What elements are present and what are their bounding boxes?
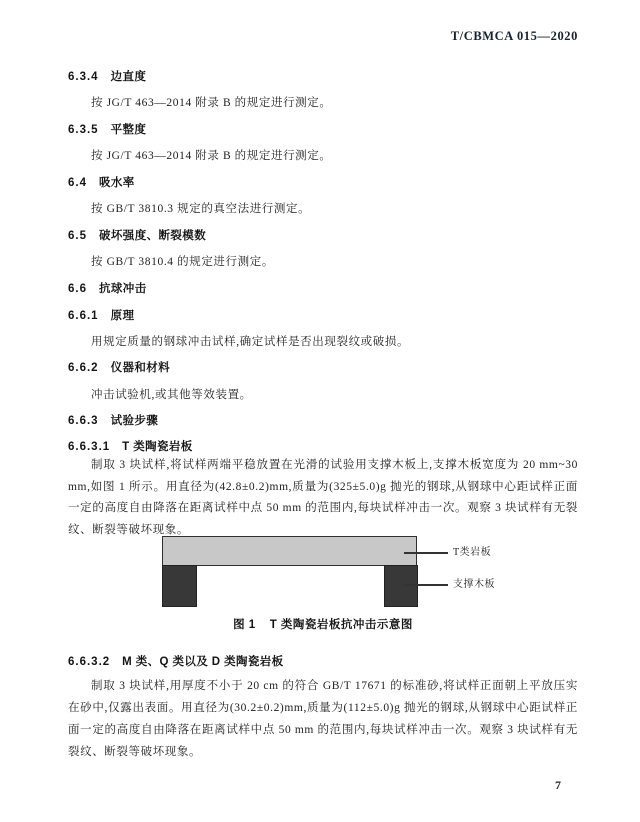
section-body-text: 按 GB/T 3810.4 的规定进行测定。	[91, 256, 274, 268]
figure-1-impact-diagram	[0, 536, 640, 606]
section-body-text: 按 JG/T 463—2014 附录 B 的规定进行测定。	[91, 150, 332, 162]
section-heading-6-5	[68, 229, 578, 243]
figure-caption-number: 图 1	[233, 619, 256, 631]
section-heading-6-4	[68, 176, 578, 190]
figure-plate-rect	[162, 536, 417, 566]
section-number: 6.6.3.1	[68, 441, 111, 453]
section-body-text: 冲击试验机,或其他等效装置。	[91, 389, 252, 401]
figure-caption-title: T 类陶瓷岩板抗冲击示意图	[269, 619, 413, 631]
section-title: 抗球冲击	[99, 283, 147, 295]
section-title: M 类、Q 类以及 D 类陶瓷岩板	[122, 656, 284, 668]
section-heading-6-6	[68, 282, 578, 296]
figure-support-right-rect	[384, 565, 418, 607]
section-body-text: 按 GB/T 3810.3 规定的真空法进行测定。	[91, 203, 311, 215]
section-heading-6-6-3-1	[68, 440, 578, 454]
section-number: 6.6.1	[68, 310, 99, 322]
figure-leader-line-support	[404, 584, 448, 586]
section-number: 6.6.3	[68, 415, 99, 427]
section-title: 试验步骤	[110, 415, 159, 427]
figure-label-plate: T类岩板	[453, 547, 492, 558]
procedure-paragraph-mqd-type: 制取 3 块试样,用厚度不小于 20 cm 的符合 GB/T 17671 的标准砂,将试样正面朝上平放压实在砂中,仅露出表面。用直径为(30.2±0.2)mm,质量为(112±5.0)g 抛光的钢球,从钢球中心距试样正面一定的高度自由降落在距离试样中点 50 mm 的范围内,每块试样冲击一次。观察 3 块试样有无裂纹、断裂等破坏现象。	[68, 680, 578, 758]
section-heading-6-6-3	[68, 414, 578, 428]
section-heading-6-3-5	[68, 123, 578, 137]
procedure-paragraph-t-type: 制取 3 块试样,将试样两端平稳放置在光滑的试验用支撑木板上,支撑木板宽度为 20 mm~30 mm,如图 1 所示。用直径为(42.8±0.2)mm,质量为(325±5.0)g 抛光的钢球,从钢球中心距试样正面一定的高度自由降落在距离试样中点 50 mm 的范围内,每块试样冲击一次。观察 3 块试样有无裂纹、断裂等破坏现象。	[68, 459, 578, 536]
figure-label-support: 支撑木板	[453, 579, 495, 590]
section-heading-6-3-4	[68, 70, 578, 84]
section-number: 6.4	[68, 177, 87, 189]
section-title: 原理	[110, 310, 135, 322]
page-number: 7	[555, 778, 561, 792]
figure-caption	[68, 616, 578, 632]
section-heading-6-6-2	[68, 361, 578, 375]
section-body-text: 用规定质量的钢球冲击试样,确定试样是否出现裂纹或破损。	[91, 336, 410, 348]
standard-code-header: T/CBMCA 015—2020	[450, 29, 578, 43]
section-title: 吸水率	[99, 177, 135, 189]
section-number: 6.6.3.2	[68, 656, 111, 668]
section-number: 6.3.4	[68, 71, 99, 83]
section-title: 破坏强度、断裂模数	[99, 230, 207, 242]
section-heading-6-6-1	[68, 309, 578, 323]
section-number: 6.6	[68, 283, 87, 295]
figure-support-left-rect	[162, 565, 197, 607]
section-body-text: 按 JG/T 463—2014 附录 B 的规定进行测定。	[91, 97, 332, 109]
section-heading-6-6-3-2	[68, 655, 578, 669]
section-title: 边直度	[110, 71, 147, 83]
section-title: 平整度	[110, 124, 147, 136]
section-number: 6.6.2	[68, 362, 99, 374]
section-number: 6.3.5	[68, 124, 99, 136]
section-number: 6.5	[68, 230, 87, 242]
section-title: T 类陶瓷岩板	[122, 441, 193, 453]
section-title: 仪器和材料	[110, 362, 171, 374]
figure-leader-line-plate	[404, 552, 448, 554]
